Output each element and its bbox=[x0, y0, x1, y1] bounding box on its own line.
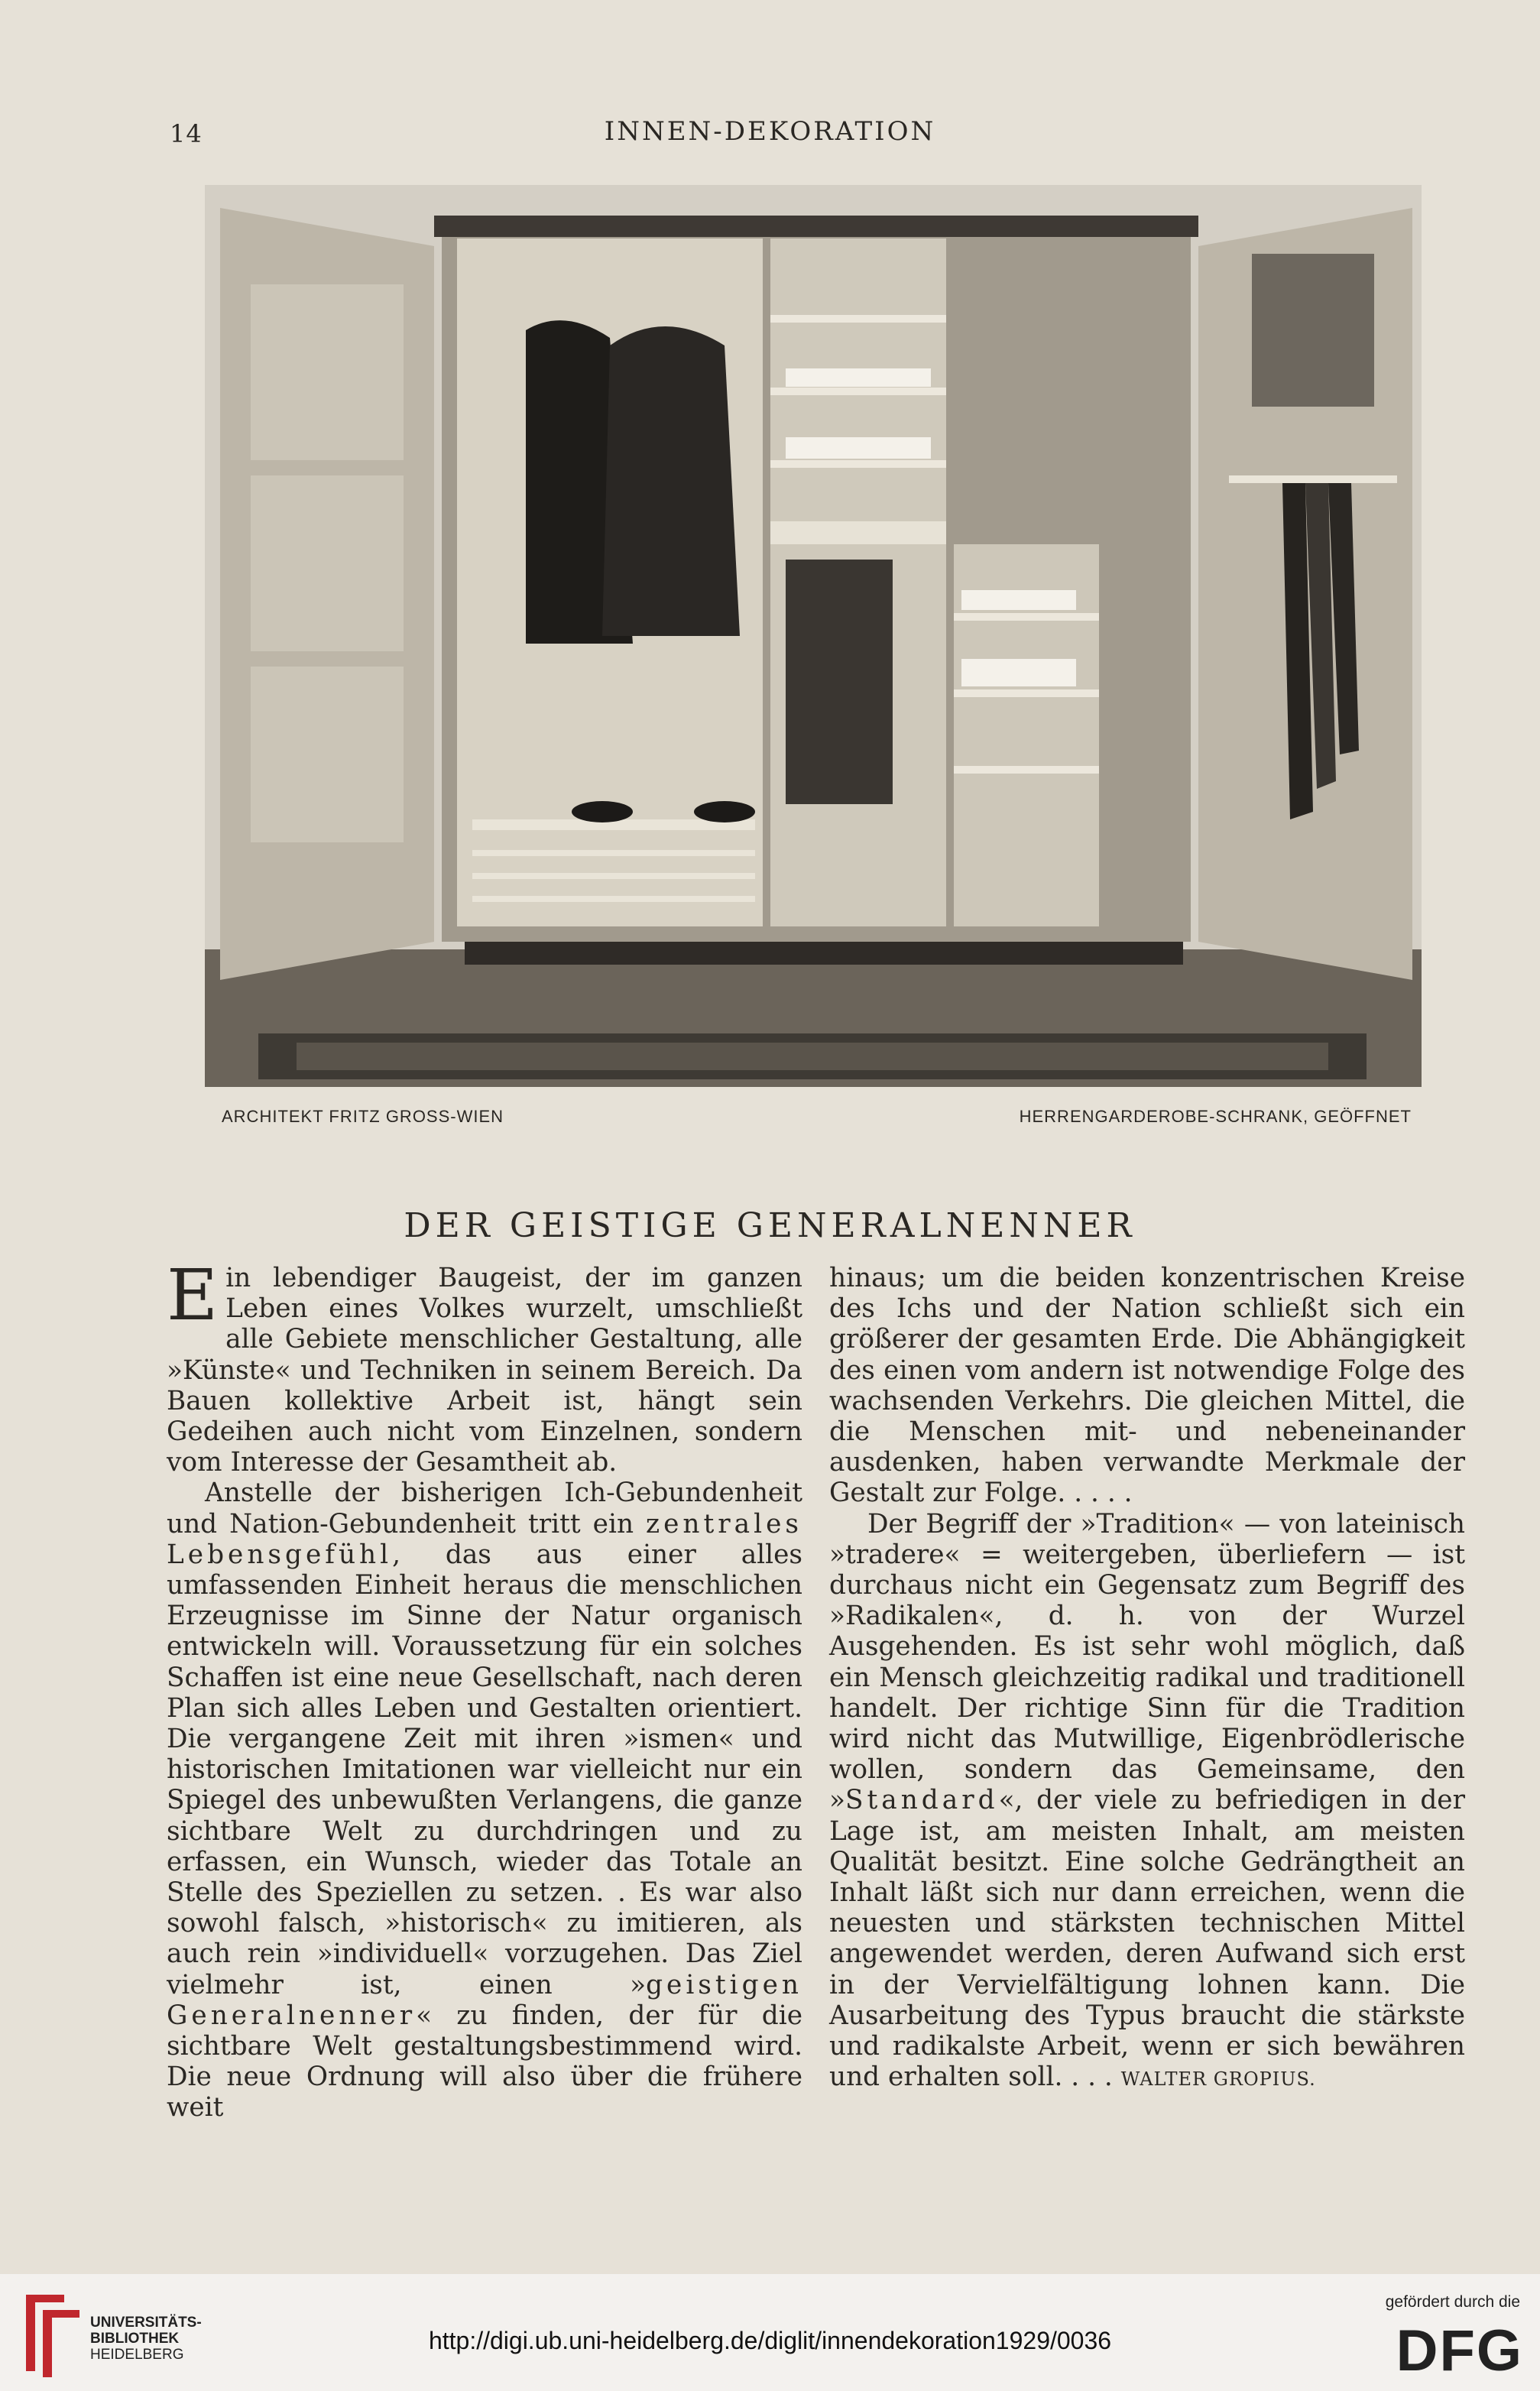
article-column-right bbox=[829, 1263, 1465, 2094]
running-title: INNEN-DEKORATION bbox=[604, 116, 936, 147]
article-title: DER GEISTIGE GENERALNENNER bbox=[404, 1206, 1136, 1245]
paragraph-text: « zu finden, der für die sichtbare Welt gestaltungsbestimmend wird. Die neue Ordnung will also über die frühere weit bbox=[167, 2000, 802, 2123]
library-name-line: BIBLIOTHEK bbox=[90, 2331, 180, 2347]
author-signature: WALTER GROPIUS. bbox=[1120, 2068, 1316, 2091]
emphasis-spaced: Standard bbox=[845, 1785, 999, 1816]
funding-label: gefördert durch die bbox=[1385, 2293, 1520, 2311]
paragraph-text: , das aus einer alles umfassenden Einheit heraus die menschlichen Erzeugnisse im Sinne der Natur organisch entwickeln will. Voraussetzung für ein solches Schaffen ist eine neue Gesellschaft, nach deren Plan sich alles Leben und Gestalten orientiert. Die vergangene Zeit mit ihren »ismen« und historischen Imitationen war vielleicht nur ein Spiegel des unbewußten Verlangens, die ganze sichtbare Welt zu durchdringen und zu erfassen, ein Wunsch, wieder das Totale an Stelle des Speziellen zu setzen. . Es war also sowohl falsch, »historisch« zu imitieren, als auch rein »individuell« vorzugehen. Das Ziel vielmehr ist, einen » bbox=[167, 1539, 802, 2000]
library-name-line: HEIDELBERG bbox=[90, 2347, 184, 2363]
paragraph bbox=[829, 1509, 1465, 2095]
wardrobe-photograph bbox=[205, 185, 1422, 1087]
emphasis-spaced: zentrales Lebensgefühl bbox=[167, 1508, 802, 1570]
figure-caption-architect: ARCHITEKT FRITZ GROSS-WIEN bbox=[222, 1107, 504, 1126]
page-number: 14 bbox=[170, 119, 203, 148]
figure-caption-object: HERRENGARDEROBE-SCHRANK, GEÖFFNET bbox=[1019, 1107, 1412, 1126]
paragraph-text: in lebendiger Baugeist, der im ganzen Leben eines Volkes wurzelt, umschließt alle Gebiete menschlicher Gestaltung, alle »Künste« und Techniken in seinem Bereich. Da Bauen kollektive Arbeit ist, hängt sein Gedeihen auch nicht vom Einzelnen, sondern vom Interesse der Gesamtheit ab. bbox=[167, 1263, 802, 1478]
paragraph bbox=[167, 1478, 802, 2123]
paragraph-text: Der Begriff der »Tradition« — von lateinisch »tradere« = weitergeben, überliefern — ist durchaus nicht ein Gegensatz zum Begriff des »Radikalen«, d. h. von der Wurzel Ausgehenden. Es ist sehr wohl möglich, daß ein Mensch gleichzeitig radikal und traditionell handelt. Der richtige Sinn für die Tradition wird nicht das Mutwillige, Eigenbrödlerische wollen, sondern das Gemeinsame, den » bbox=[829, 1508, 1465, 1816]
paragraph bbox=[167, 1254, 802, 1478]
paragraph-text: «, der viele zu befriedigen in der Lage ist, am meisten Inhalt, am meisten Qualität besitzt. Eine solche Gedrängtheit an Inhalt läßt sich nur dann erreichen, wenn die neuesten und stärksten technischen Mittel angewendet werden, deren Aufwand sich erst in der Vervielfältigung lohnen kann. Die Ausarbeitung des Typus braucht die stärkste und radikalste Arbeit, wenn er sich bewähren und erhalten soll. . . . bbox=[829, 1785, 1465, 2093]
paragraph: hinaus; um die beiden konzentrischen Kreise des Ichs und der Nation schließt sich ein größerer der gesamten Erde. Die Abhängigkeit des einen vom andern ist notwendige Folge des wachsenden Verkehrs. Die gleichen Mittel, die die Menschen mit- und nebeneinander ausdenken, haben verwandte Merkmale der Gestalt zur Folge. . . . . bbox=[829, 1263, 1465, 1509]
dfg-logo: DFG bbox=[1396, 2318, 1523, 2383]
drop-cap: E bbox=[167, 1254, 219, 1336]
paragraph-text: Anstelle der bisherigen Ich-Gebundenheit und Nation-Gebundenheit tritt ein bbox=[167, 1478, 802, 1539]
source-url-link[interactable]: http://digi.ub.uni-heidelberg.de/diglit/innendekoration1929/0036 bbox=[428, 2327, 1112, 2354]
article-column-left bbox=[167, 1254, 802, 2123]
library-name-line: UNIVERSITÄTS- bbox=[90, 2315, 202, 2331]
emphasis-spaced: geistigen Generalnenner bbox=[167, 1969, 802, 2031]
